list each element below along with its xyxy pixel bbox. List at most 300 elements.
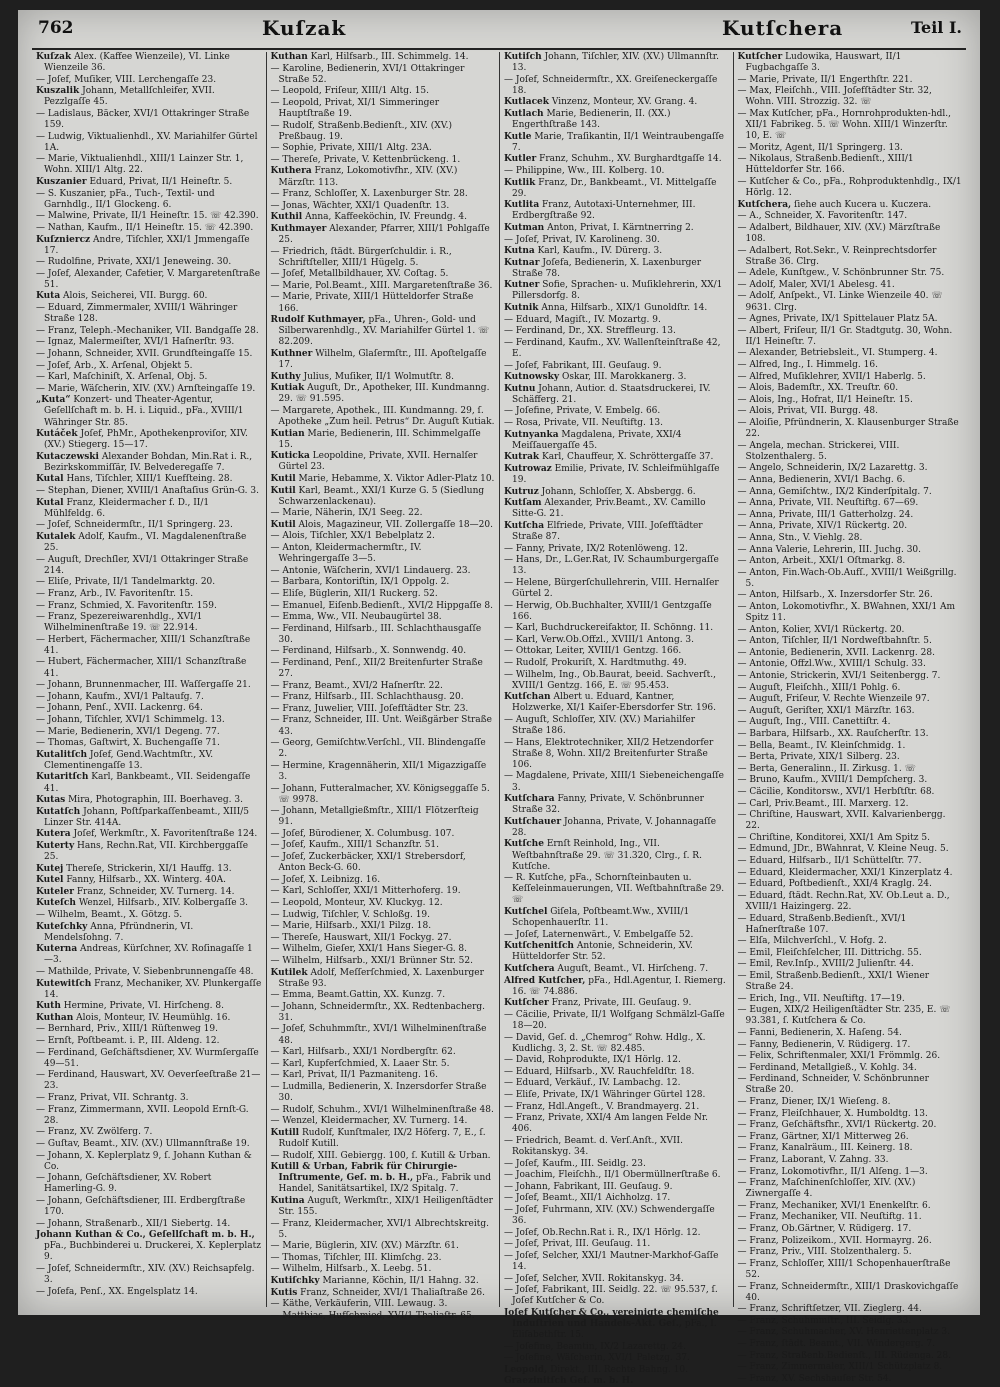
directory-entry: [36, 211, 262, 222]
entry-details: Karl, Bankbeamt., VII. Seidengaſſe 41.: [44, 772, 251, 794]
entry-details: Eduard, Privat, II/1 Heineſtr. 5.: [86, 177, 233, 188]
entry-details: — Franz, Schriftſetzer, VII. Zieglerg. 44.: [737, 1304, 922, 1315]
directory-entry: [36, 772, 262, 794]
directory-entry: [738, 810, 963, 832]
entry-details: — Franz, Maſchinenſchloſſer, XIV. (XV.) Ziwnergaſſe 4.: [737, 1178, 916, 1200]
entry-details: Adolf, Kaufm., VI. Magdalenenſtraße 25.: [44, 531, 247, 554]
entry-details: — Anna, Stn., V. Viehlg. 28.: [737, 532, 863, 543]
entry-details: Hans, Tiſchler, XIII/1 Kuefſteing. 28.: [63, 474, 233, 485]
entry-surname: Kutera: [36, 829, 71, 840]
entry-surname: Kutil: [270, 519, 296, 530]
directory-entry: [36, 1093, 262, 1104]
entry-surname: Kutnowsky: [504, 372, 560, 383]
entry-details: — Rudolf, Schuhm., XVI/1 Wilhelminenſtraße 48.: [270, 1104, 494, 1115]
directory-entry: [504, 976, 729, 998]
entry-surname: Kutler: [504, 154, 537, 165]
directory-entry: [504, 964, 729, 975]
entry-surname: Kutlacek: [504, 97, 550, 108]
entry-details: pFa., Hdl.Agentur, I. Riemerg. 16. ☏ 74.886.: [512, 975, 726, 997]
entry-details: — Anna, Gemiſchtw., IX/2 Kinderſpitalg. 7.: [737, 486, 932, 497]
directory-entry: [36, 372, 262, 383]
directory-entry: [271, 704, 496, 715]
directory-entry: [271, 247, 496, 269]
entry-surname: Kutewitſch: [36, 978, 92, 989]
directory-entry: [504, 246, 729, 257]
directory-entry: [738, 671, 963, 682]
directory-entry: [738, 200, 963, 211]
entry-details: Marie, Hebamme, X. Viktor Adler-Platz 10.: [295, 473, 495, 484]
directory-entry: [271, 1070, 496, 1081]
directory-entry: [738, 948, 963, 959]
entry-surname: Kutill & Urban, Fabrik für Chirurgie-Inſtrumente, Geſ. m. b. H.,: [270, 1162, 458, 1184]
directory-entry: [36, 384, 262, 395]
entry-details: — Herwig, Ob.Buchhalter, XVIII/1 Gentzgaſſe 166.: [504, 600, 712, 622]
directory-entry: [738, 1178, 963, 1200]
entry-details: — Marie, Pol.Beamt., XIII. Margaretenſtraße 36.: [270, 280, 493, 291]
entry-details: Joſef, PhMr., Apothekenproviſor, XIV. (XV.) Stiegerg. 15—17.: [44, 429, 248, 451]
directory-entry: [271, 1219, 496, 1241]
directory-entry: [271, 1082, 496, 1104]
directory-entry: [36, 750, 262, 772]
entry-surname: Kutas: [36, 795, 66, 806]
entry-details: — Thomas, Tiſchler, III. Klimſchg. 23.: [270, 1252, 442, 1263]
entry-details: — Marie, Private, XIII/1 Hütteldorfer Straße 166.: [270, 292, 474, 314]
directory-entry: [271, 1264, 496, 1275]
entry-details: — Rudolf, Prokuriſt, X. Hardtmuthg. 49.: [504, 657, 687, 668]
directory-entry: [36, 692, 262, 703]
directory-entry: [504, 1010, 729, 1032]
directory-entry: [271, 692, 496, 703]
entry-details: Elfriede, Private, VIII. Joſefſtädter Straße 87.: [512, 520, 703, 542]
directory-entry: [738, 1109, 963, 1120]
entry-details: Fanny, Private, V. Schönbrunner Straße 32.: [512, 794, 704, 816]
entry-details: — Chriſtine, Konditorei, XXI/1 Am Spitz 5.: [737, 832, 930, 843]
entry-details: — Wilhelm, Hilfsarb., XXI/1 Brünner Str. 52.: [270, 955, 473, 966]
directory-entry: [504, 361, 729, 372]
entry-details: — Franz, Zimmermaler, XIII/1 Schützplatz 8.: [737, 1362, 943, 1373]
entry-surname: Kutiſch: [504, 52, 542, 62]
directory-entry: [271, 64, 496, 86]
directory-entry: [271, 761, 496, 783]
entry-details: Franz, Kleidermacher f. D., II/1 Mühlfeldg. 6.: [44, 497, 210, 519]
directory-entry: [738, 109, 963, 142]
entry-details: — Berta, Private, XIX/1 Silberg. 23.: [737, 752, 900, 763]
page-header: [32, 14, 966, 48]
entry-surname: Kutſche: [504, 839, 544, 850]
entry-surname: Graezinitſch Geſ. m. b. H.: [504, 1376, 634, 1387]
entry-details: Marie, Traſikantin, II/1 Weintraubengaſſe 7.: [512, 131, 724, 153]
entry-details: — Magdalene, Private, XIII/1 Siebeneichengaſſe 3.: [504, 771, 724, 793]
directory-entry: [738, 799, 963, 810]
directory-entry: [36, 520, 262, 531]
entry-details: — Marie, Hilfsarb., XXI/1 Pilzg. 18.: [270, 921, 432, 932]
entry-surname: Kutis: [270, 1287, 298, 1298]
directory-entry: [738, 383, 963, 394]
entry-details: — Felix, Schriftenmaler, XXI/1 Frömmlg. 26.: [737, 1051, 941, 1062]
entry-details: — Adalbert, Rot.Sekr., V. Reinprechtsdorfer Straße 36. Clrg.: [737, 245, 937, 267]
directory-entry: [738, 1236, 963, 1247]
directory-entry: [738, 787, 963, 798]
entry-details: Leopoldine, Private, XVII. Hernalſer Gürtel 23.: [278, 451, 478, 473]
directory-entry: [504, 1136, 729, 1158]
entry-details: Anna, Kaffeeköchin, IV. Freundg. 4.: [302, 212, 468, 223]
entry-details: Marie, Bedienerin, III. Schimmelgaſſe 15.: [278, 428, 481, 450]
entry-surname: Kuthan: [36, 1012, 74, 1023]
directory-entry: [36, 922, 262, 944]
entry-surname: Kutal: [36, 474, 64, 485]
directory-entry: [271, 933, 496, 944]
entry-surname: Kutel: [36, 875, 64, 886]
entry-details: — Ignaz, Malermeiſter, XVI/1 Haſnerſtr. 93.: [36, 337, 235, 348]
directory-entry: [738, 994, 963, 1005]
directory-entry: [504, 372, 729, 383]
entry-details: Wenzel, Hilfsarb., XIV. Kolbergaſſe 3.: [75, 898, 249, 909]
entry-details: — Bernhard, Priv., XIII/1 Rüſtenweg 19.: [36, 1024, 218, 1035]
directory-entry: [738, 1063, 963, 1074]
entry-details: — Johann, Schneider, XVII. Grundſteingaſſe 15.: [36, 348, 253, 359]
entry-surname: Kutnar: [504, 257, 540, 268]
entry-surname: Kutnik: [504, 303, 539, 314]
directory-entry: [738, 717, 963, 728]
entry-details: Franz, Schneider, XV. Turnerg. 14.: [73, 886, 235, 897]
directory-entry: [36, 703, 262, 714]
entry-details: — Karl, Schloſſer, XXI/1 Mitterhoferg. 19.: [270, 886, 461, 897]
directory-entry: [738, 694, 963, 705]
entry-surname: Kutalitſch: [36, 749, 88, 760]
entry-details: — Joachim, Fleiſchh., II/1 Obermüllnerſtraße 6.: [504, 1170, 721, 1181]
directory-entry: [271, 1196, 496, 1218]
entry-details: Karl, Hilfsarb., III. Schimmelg. 14.: [307, 52, 469, 62]
directory-entry: [36, 887, 262, 898]
entry-details: — Friedrich, Beamt. d. Verſ.Anſt., XVII. Rokitanskyg. 34.: [504, 1135, 683, 1157]
directory-entry: [738, 1304, 963, 1315]
directory-entry: [504, 1055, 729, 1066]
entry-details: — Eugen, XIX/2 Heiligenſtädter Str. 235, E. ☏ 93.381, ſ. Kutſchera & Co.: [737, 1005, 951, 1027]
directory-entry: [738, 683, 963, 694]
directory-entry: [504, 178, 729, 200]
entry-surname: Kutſcher: [504, 998, 549, 1009]
entry-details: Andre, Tiſchler, XXI/1 Jmmengaſſe 17.: [44, 234, 250, 256]
directory-entry: [271, 829, 496, 840]
entry-details: — Franz, Teleph.-Mechaniker, VII. Bandgaſſe 28.: [36, 325, 259, 336]
directory-entry: [271, 806, 496, 828]
entry-surname: Kutrowaz: [504, 463, 552, 474]
directory-entry: [271, 956, 496, 967]
entry-details: — Joſef, Fabrikant, III. Seidlg. 22. ☏ 95.537, ſ. Joſef Kutſcher & Co.: [504, 1285, 718, 1307]
entry-surname: Kuthner: [270, 348, 313, 359]
entry-surname: Kutlach: [504, 108, 544, 119]
entry-details: Thereſe, Strickerin, XI/1 Hauffg. 13.: [63, 863, 232, 874]
entry-details: — Bella, Beamt., IV. Kleinſchmidg. 1.: [737, 740, 906, 751]
entry-surname: Alfred Kutſcher,: [504, 975, 586, 986]
entry-surname: Kutian: [270, 428, 305, 439]
directory-entry: [271, 1116, 496, 1127]
entry-details: — Karl, Buchdruckereifaktor, II. Schönng. 11.: [504, 623, 714, 634]
directory-entry: [504, 258, 729, 280]
entry-details: — Joſef, Arb., X. Arſenal, Objekt 5.: [36, 360, 193, 371]
entry-details: — Johann, Brunnenmacher, III. Waſſergaſſe 21.: [36, 680, 251, 691]
directory-entry: [504, 715, 729, 737]
entry-details: — Elſa, Milchverſchl., V. Hofg. 2.: [737, 936, 887, 947]
entry-surname: Kutſchauer: [504, 816, 562, 827]
entry-details: — Anton, Lokomotivfhr., X. BWahnen, XXI/1 Am Spitz 11.: [737, 602, 956, 624]
directory-entry: [36, 429, 262, 451]
entry-details: — Rudolf, XIII. Gebiergg. 100, ſ. Kutill & Urban.: [270, 1150, 491, 1161]
directory-entry: [271, 1024, 496, 1046]
entry-details: — Matthias, Hufſchmied, XVI/1 Thaliaſtr. 65.: [270, 1310, 475, 1321]
entry-details: — Hubert, Fächermacher, XIII/1 Schanzſtraße 41.: [36, 657, 247, 679]
directory-entry: [36, 235, 262, 257]
directory-entry: [271, 86, 496, 97]
entry-details: — Franz, XV. Zwölferg. 7.: [36, 1127, 153, 1138]
directory-entry: [36, 577, 262, 588]
directory-entry: [738, 1247, 963, 1258]
directory-entry: [504, 166, 729, 177]
directory-entry: [504, 338, 729, 360]
entry-details: — David, Geſ. d. „Chemrog“ Rohw. Hdlg., X. Kudlichg. 3, 2. St. ☏ 82.485.: [504, 1032, 706, 1054]
directory-entry: [271, 1288, 496, 1299]
entry-details: — Ferdinand, Geſchäftsdiener, XV. Wurmſergaſſe 49—51.: [36, 1047, 259, 1069]
directory-entry: [738, 441, 963, 463]
directory-entry: [738, 1132, 963, 1143]
entry-details: — Franz, Kleidermacher, XVI/1 Albrechtskreitg. 5.: [270, 1218, 489, 1240]
entry-details: — Joſef, Fabrikant, III. Geuſaug. 9.: [504, 360, 662, 371]
directory-entry: [504, 1113, 729, 1135]
entry-surname: Kutna: [504, 246, 535, 257]
entry-details: pFa., I. Eliſabethſtr. 15.: [512, 1318, 717, 1340]
directory-entry: [738, 395, 963, 406]
entry-details: — Eduard, Kleidermacher, XXI/1 Kinzerplatz 4.: [737, 867, 953, 878]
directory-entry: [504, 1078, 729, 1089]
entry-details: — Franz, Priv., VIII. Stolzenthalerg. 5.: [737, 1247, 912, 1258]
directory-entry: [738, 1143, 963, 1154]
entry-surname: Kutſchan: [504, 692, 551, 703]
directory-entry: [271, 406, 496, 428]
directory-entry: [36, 910, 262, 921]
directory-entry: [738, 211, 963, 222]
directory-entry: [36, 154, 262, 176]
entry-details: — R. Kutſche, pFa., Schornſteinbauten u. Keſſeleinmauerungen, VII. Weſtbahnſtraße 29. ☏: [504, 873, 725, 906]
entry-details: — Auguſt, Fleiſchh., XIII/1 Pohlg. 6.: [737, 682, 901, 693]
entry-details: Emilie, Private, IV. Schleifmühlgaſſe 19.: [512, 463, 720, 485]
entry-details: — Nathan, Kaufm., II/1 Heineſtr. 15. ☏ 42.390.: [36, 222, 254, 233]
entry-details: — Franz, Kanalräum., III. Keinerg. 18.: [737, 1143, 913, 1154]
entry-details: — Alois, Bademſtr., XX. Treuſtr. 60.: [737, 383, 899, 394]
directory-entry: [36, 589, 262, 600]
directory-entry: [271, 601, 496, 612]
directory-entry: [36, 1196, 262, 1218]
directory-entry: [738, 360, 963, 371]
entry-details: — Franz, Mechaniker, XVI/1 Enenkelſtr. 6.: [737, 1200, 931, 1211]
entry-details: — Wilhelm, Beamt., X. Götzg. 5.: [36, 910, 183, 921]
directory-entry: [504, 132, 729, 154]
entry-details: — Friedrich, ſtädt. Bürgerſchuldir. i. R., Schriftſteller, XIII/1 Hügelg. 5.: [270, 246, 452, 268]
directory-entry: [271, 372, 496, 383]
entry-details: — Eduard, Verkäuf., IV. Lambachg. 12.: [504, 1078, 681, 1089]
entry-details: — Joſef, Alexander, Cafetier, V. Margaretenſtraße 51.: [36, 268, 261, 290]
entry-details: Alois, Seicherei, VII. Burgg. 60.: [60, 291, 208, 302]
entry-details: — Chriſtine, Hauswart, XVII. Kalvarienbergg. 22.: [737, 810, 946, 832]
entry-details: — Margarete, Apothek., III. Kundmanng. 29, ſ. Apotheke „Zum heil. Petrus“ Dr. Auguſt Kutiak.: [270, 405, 495, 427]
entry-surname: Kutner: [504, 280, 540, 291]
entry-surname: „Kuta“: [36, 395, 71, 406]
directory-entry: [36, 1173, 262, 1195]
directory-entry: [504, 1353, 729, 1364]
directory-entry: [738, 1351, 963, 1362]
entry-details: — Barbara, Hilfsarb., XX. Rauſcherſtr. 13.: [737, 729, 929, 740]
entry-surname: Kuterty: [36, 840, 75, 851]
entry-details: — Johann, Tiſchler, XVI/1 Schimmelg. 13.: [36, 714, 225, 725]
entry-details: — Joſef, Selcher, XXI/1 Mautner-Markhof-Gaſſe 14.: [504, 1250, 719, 1272]
entry-details: — Eduard, Magiſt., IV. Mozartg. 9.: [504, 314, 661, 325]
entry-details: — Leopold, Privat, XI/1 Simmeringer Hauptſtraße 19.: [270, 97, 440, 119]
directory-entry: [271, 155, 496, 166]
directory-entry: [271, 1241, 496, 1252]
left-guide-word: Kuſzak: [262, 16, 347, 40]
directory-entry: [271, 224, 496, 246]
entry-details: — Joſef, Muſiker, VIII. Lerchengaſſe 23.: [36, 74, 217, 85]
directory-entry: [504, 794, 729, 816]
entry-details: Oskar, III. Marokkanerg. 3.: [559, 372, 687, 383]
entry-details: ſiehe auch Kucera u. Kuczera.: [791, 199, 932, 210]
directory-entry: [738, 154, 963, 176]
entry-details: — Antonie, Offzl.Ww., XVIII/1 Schulg. 33.: [737, 659, 926, 670]
directory-entry: [504, 738, 729, 771]
entry-surname: Kuterna: [36, 944, 78, 955]
directory-entry: [36, 75, 262, 86]
directory-entry: [738, 936, 963, 947]
entry-details: — Kutſcher & Co., pFa., Rohproduktenhdlg., IX/1 Hörlg. 12.: [737, 177, 962, 199]
entry-surname: Kutſcher: [737, 52, 783, 62]
entry-details: — Erich, Ing., VII. Neuſtiftg. 17—19.: [737, 993, 905, 1004]
directory-entry: [504, 452, 729, 463]
entry-details: Johanna, Private, V. Johannagaſſe 28.: [512, 816, 717, 838]
entry-details: — Franz, Laborant, V. Zahng. 33.: [737, 1155, 889, 1165]
entry-details: Franz, Lokomotivfhr., XIV. (XV.) Märzſtr. 113.: [278, 166, 458, 188]
directory-entry: [504, 1205, 729, 1227]
directory-entry: [738, 498, 963, 509]
entry-details: — Franz, Arb., IV. Favoritenſtr. 15.: [36, 588, 194, 599]
directory-entry: [504, 1033, 729, 1055]
entry-surname: Kuta: [36, 291, 61, 302]
entry-details: Ludowika, Hauswart, II/1 Fugbachgaſſe 3.: [745, 52, 902, 74]
entry-details: — Hans, Elektrotechniker, XII/2 Hetzendorfer Straße 8, Wohn. XII/2 Breitenfurter Straße 106.: [504, 737, 714, 770]
directory-entry: [738, 1316, 963, 1327]
directory-entry: [738, 959, 963, 970]
directory-entry: [738, 741, 963, 752]
entry-details: Johann, Autior. d. Staatsdruckerei, IV. Schäfferg. 21.: [512, 383, 711, 405]
directory-entry: [504, 303, 729, 314]
entry-details: — Joſefine, Beamtin, IX/2 Lazarettg. 24.: [504, 1341, 686, 1352]
directory-entry: [504, 635, 729, 646]
entry-details: — Marie, Büglerin, XIV. (XV.) Märzſtr. 61.: [270, 1241, 459, 1252]
directory-entry: [504, 555, 729, 577]
entry-details: — Franz, Schuhmmſtr., III. Seidlg. 33.: [737, 1315, 912, 1326]
entry-details: Antonie, Schneiderin, XV. Hütteldorfer Str. 52.: [512, 941, 693, 963]
entry-surname: Kutſchera: [504, 964, 555, 974]
entry-details: — Thereſe, Hauswart, XII/1 Fockyg. 27.: [270, 932, 452, 943]
entry-details: Johann, Tiſchler, XIV. (XV.) Ullmannſtr. 13.: [512, 52, 719, 74]
entry-details: — Karl, Hilfsarb., XXI/1 Nordbergſtr. 62.: [270, 1047, 456, 1058]
directory-entry: [504, 109, 729, 131]
entry-details: — Franz, Private, XXI/4 Am langen Felde Nr. 406.: [504, 1113, 709, 1135]
directory-entry: [271, 429, 496, 451]
entry-details: — Carl, Priv.Beamt., III. Marxerg. 12.: [737, 798, 909, 809]
directory-entry: [738, 833, 963, 844]
entry-surname: Kutle: [504, 131, 532, 142]
entry-details: — Joſefine, Wäſcherin, XVI/1 Paletzg. 37.: [504, 1353, 690, 1364]
entry-surname: Kutman: [504, 222, 545, 233]
entry-details: — A., Schneider, X. Favoritenſtr. 147.: [737, 211, 908, 222]
directory-entry: [271, 451, 496, 473]
directory-entry: [738, 143, 963, 154]
directory-entry: [738, 1374, 963, 1385]
directory-entry: [36, 898, 262, 909]
entry-surname: Kutſam: [504, 498, 542, 509]
directory-entry: [36, 452, 262, 474]
directory-entry: [271, 681, 496, 692]
entry-details: — Ferdinand, Penſ., XII/2 Breitenfurter Straße 27.: [270, 657, 483, 680]
directory-entry: [504, 498, 729, 520]
entry-details: — Guſtav, Beamt., XIV. (XV.) Ullmannſtraße 19.: [36, 1138, 250, 1149]
directory-entry: [36, 189, 262, 211]
directory-entry: [504, 223, 729, 234]
directory-entry: [36, 715, 262, 726]
directory-entry: [36, 1048, 262, 1070]
directory-entry: [504, 930, 729, 941]
entry-surname: Kutina: [270, 1195, 305, 1206]
directory-entry: [504, 601, 729, 623]
entry-details: — Franz, Hilfsarb., III. Schlachthausg. 20.: [270, 692, 464, 703]
entry-details: — Wenzel, Kleidermacher, XV. Turnerg. 14.: [270, 1116, 468, 1127]
directory-entry: [504, 1274, 729, 1285]
directory-entry: [504, 1342, 729, 1353]
directory-entry: [36, 1139, 262, 1150]
directory-entry: [738, 636, 963, 647]
directory-entry: [271, 990, 496, 1001]
directory-entry: [504, 692, 729, 714]
entry-details: — Eduard, Straßenb.Bedienſt., XVI/1 Haſnerſtraße 107.: [737, 913, 907, 935]
directory-entry: [738, 314, 963, 325]
entry-details: — Ferdinand, Hauswart, XV. Oeverſeeſtraße 21—23.: [36, 1070, 261, 1092]
entry-surname: Kuticka: [270, 451, 310, 462]
directory-entry: [738, 729, 963, 740]
entry-details: — Johann, X. Keplerplatz 9, ſ. Johann Kuthan & Co.: [36, 1150, 252, 1172]
directory-entry: [36, 132, 262, 154]
directory-entry: [271, 121, 496, 143]
entry-details: Marie, Bedienerin, II. (XX.) Engerthſtraße 143.: [512, 108, 671, 131]
entry-details: — Emma, Beamt.Gattin, XX. Kunzg. 7.: [270, 990, 446, 1001]
directory-entry: [36, 177, 262, 188]
entry-surname: Kutil: [270, 473, 296, 484]
directory-entry: [271, 486, 496, 508]
entry-details: Joſef, Gend.Wachtmſtr., XV. Clementinengaſſe 13.: [44, 749, 214, 771]
entry-details: — Adalbert, Bildhauer, XIV. (XV.) Märzſtraße 108.: [737, 222, 941, 244]
directory-entry: [271, 1059, 496, 1070]
directory-entry: [504, 1228, 729, 1239]
entry-details: — Johann, Futteralmacher, XV. Königseggaſſe 5. ☏ 9978.: [270, 783, 490, 805]
directory-entry: [36, 1230, 262, 1263]
directory-entry: [271, 589, 496, 600]
directory-entry: [504, 646, 729, 657]
entry-details: Franz, Schneider, XVI/1 Thaliaſtraße 26.: [297, 1287, 485, 1298]
entry-details: — Rudolfine, Private, XXI/1 Jeneweing. 30.: [36, 257, 232, 268]
entry-details: — Karl, Privat, II/1 Pazmaniteng. 16.: [270, 1070, 438, 1081]
entry-details: Alois, Monteur, IV. Heumühlg. 16.: [73, 1012, 231, 1023]
directory-entry: [36, 474, 262, 485]
entry-details: — Ottokar, Leiter, XVIII/1 Gentzg. 166.: [504, 646, 682, 657]
directory-entry: [271, 315, 496, 348]
